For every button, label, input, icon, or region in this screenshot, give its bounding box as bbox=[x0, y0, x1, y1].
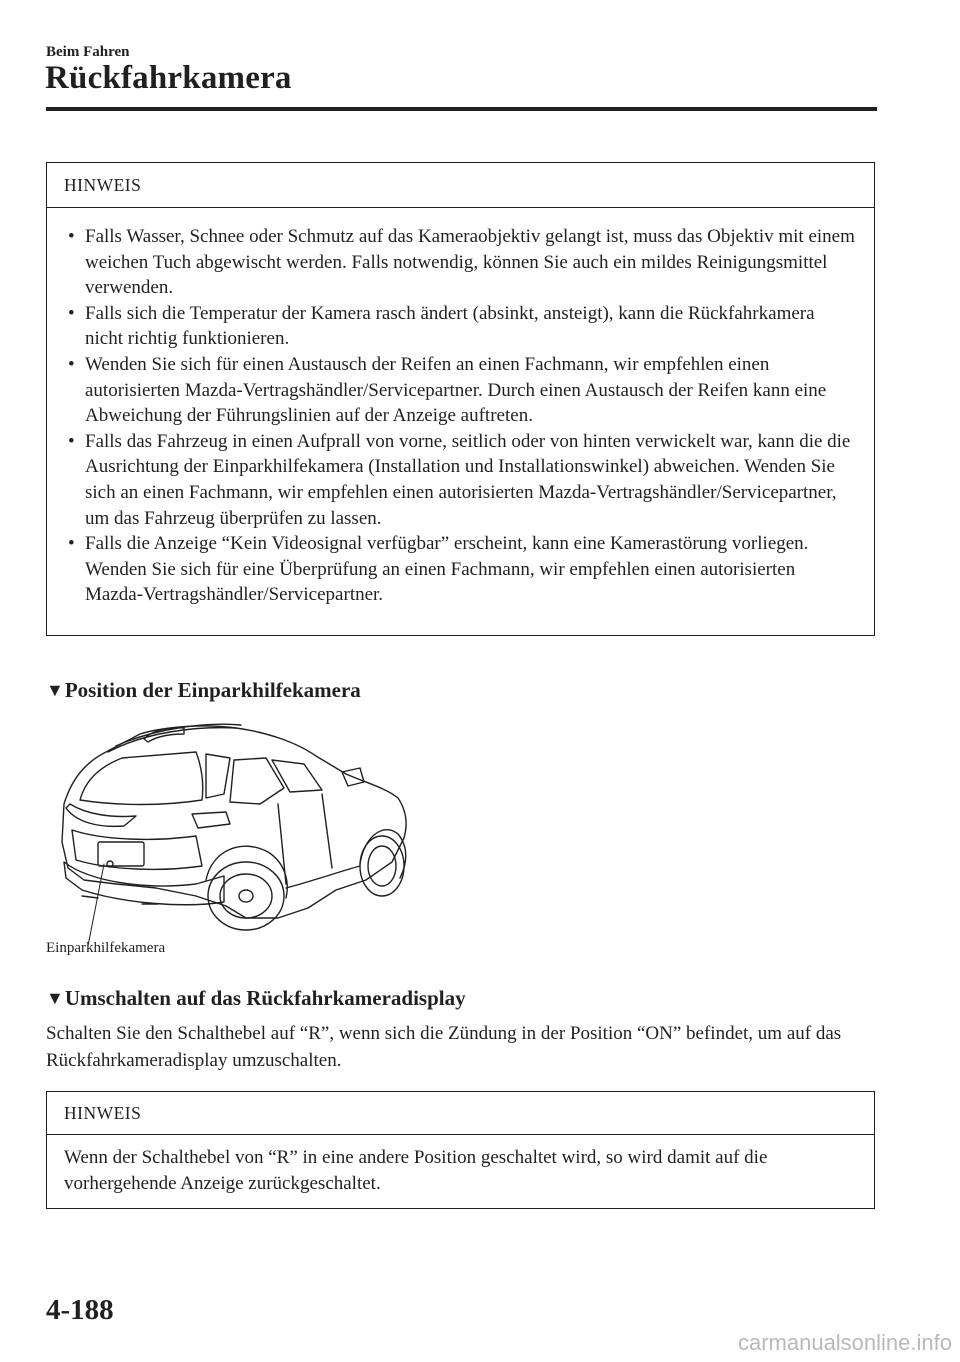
note-box bbox=[46, 1091, 875, 1209]
page-number: 4-188 bbox=[46, 1294, 114, 1326]
side-sill bbox=[286, 866, 360, 888]
note-text: Wenn der Schalthebel von “R” in eine andere Position geschaltet wird, so wird damit auf die vorhergehende Anzeige zurückgeschaltet. bbox=[64, 1147, 768, 1194]
triangle-down-icon: ▼ bbox=[46, 988, 64, 1008]
section-heading-text: Position der Einparkhilfekamera bbox=[64, 678, 361, 702]
note-heading: HINWEIS bbox=[47, 163, 874, 208]
tail-lamp-right bbox=[192, 812, 230, 828]
section-heading-text: Umschalten auf das Rückfahrkameradisplay bbox=[64, 986, 466, 1010]
side-window-rear bbox=[272, 760, 322, 792]
section-heading-position bbox=[46, 678, 361, 703]
note-list-item bbox=[64, 429, 856, 531]
front-wheel bbox=[360, 836, 404, 896]
rear-window bbox=[80, 752, 203, 805]
note-item-text: Falls das Fahrzeug in einen Aufprall von vorne, seitlich oder von hinten verwickelt war, kann die die Ausrichtung der Einparkhilfekamera (Installation und Installationswinkel) abweichen. Wenden Sie sich an einen Fachmann, wir empfehlen einen autorisierten Mazda-Vertragshändler/Servicepartner, um das Fahrzeug überprüfen zu lassen. bbox=[85, 430, 851, 529]
rear-bumper bbox=[64, 862, 224, 905]
rear-quarter-window bbox=[206, 754, 230, 798]
note-box bbox=[46, 162, 875, 636]
figure-caption: Einparkhilfekamera bbox=[46, 940, 166, 956]
front-wheel-rim bbox=[368, 846, 396, 886]
note-item-text: Falls Wasser, Schnee oder Schmutz auf das Kameraobjektiv gelangt ist, muss das Objektiv mit einem weichen Tuch abgewischt werden. Falls notwendig, können Sie auch ein mildes Reinigungsmittel verwenden. bbox=[85, 226, 855, 299]
tailgate bbox=[72, 830, 202, 869]
wheel-arch-front bbox=[360, 830, 406, 878]
exhaust-left bbox=[82, 896, 98, 898]
note-list-item bbox=[64, 301, 856, 352]
note-item-text: Wenden Sie sich für einen Austausch der Reifen an einen Fachmann, wir empfehlen einen autorisierten Mazda-Vertragshändler/Servicepartner. Durch einen Austausch der Reifen kann eine Abweichung der Führungslinien auf der Anzeige auftreten. bbox=[85, 353, 827, 427]
section-label: Beim Fahren bbox=[46, 44, 130, 60]
license-plate bbox=[98, 842, 144, 866]
note-list bbox=[47, 208, 874, 608]
note-item-text: Falls sich die Temperatur der Kamera rasch ändert (absinkt, ansteigt), kann die Rückfahrkamera nicht richtig funktionieren. bbox=[85, 302, 815, 350]
bullet-icon: • bbox=[68, 302, 75, 324]
door-line bbox=[278, 794, 332, 884]
bullet-icon: • bbox=[68, 533, 75, 555]
callout-line bbox=[88, 864, 104, 946]
rear-wheel-hub bbox=[239, 890, 253, 902]
triangle-down-icon: ▼ bbox=[46, 680, 64, 700]
note-heading: HINWEIS bbox=[47, 1092, 874, 1135]
body-paragraph: Schalten Sie den Schalthebel auf “R”, wenn sich die Zündung in der Position “ON” befindet, um auf das Rückfahrkameradisplay umzuschalten. bbox=[46, 1023, 842, 1071]
note-list-item bbox=[64, 531, 856, 608]
car-body-outline bbox=[62, 726, 406, 918]
bullet-icon: • bbox=[68, 353, 75, 375]
side-window-front bbox=[230, 758, 284, 804]
bullet-icon: • bbox=[68, 226, 75, 247]
note-list-item bbox=[64, 352, 856, 429]
title-rule bbox=[46, 107, 877, 111]
bullet-icon: • bbox=[68, 430, 75, 452]
page-title: Rückfahrkamera bbox=[45, 60, 292, 96]
watermark: carmanualsonline.info bbox=[737, 1330, 952, 1355]
rear-wheel-rim bbox=[220, 874, 272, 918]
note-item-text: Falls die Anzeige “Kein Videosignal verfügbar” erscheint, kann eine Kamerastörung vorliegen. Wenden Sie sich für eine Überprüfung an einen Fachmann, wir empfehlen einen autorisierten Mazda-Vertragshändler/Servicepartner. bbox=[85, 533, 809, 606]
section-heading-switch bbox=[46, 986, 466, 1011]
note-list-item bbox=[64, 224, 856, 301]
car-illustration bbox=[46, 712, 416, 962]
tail-lamp bbox=[66, 804, 136, 826]
